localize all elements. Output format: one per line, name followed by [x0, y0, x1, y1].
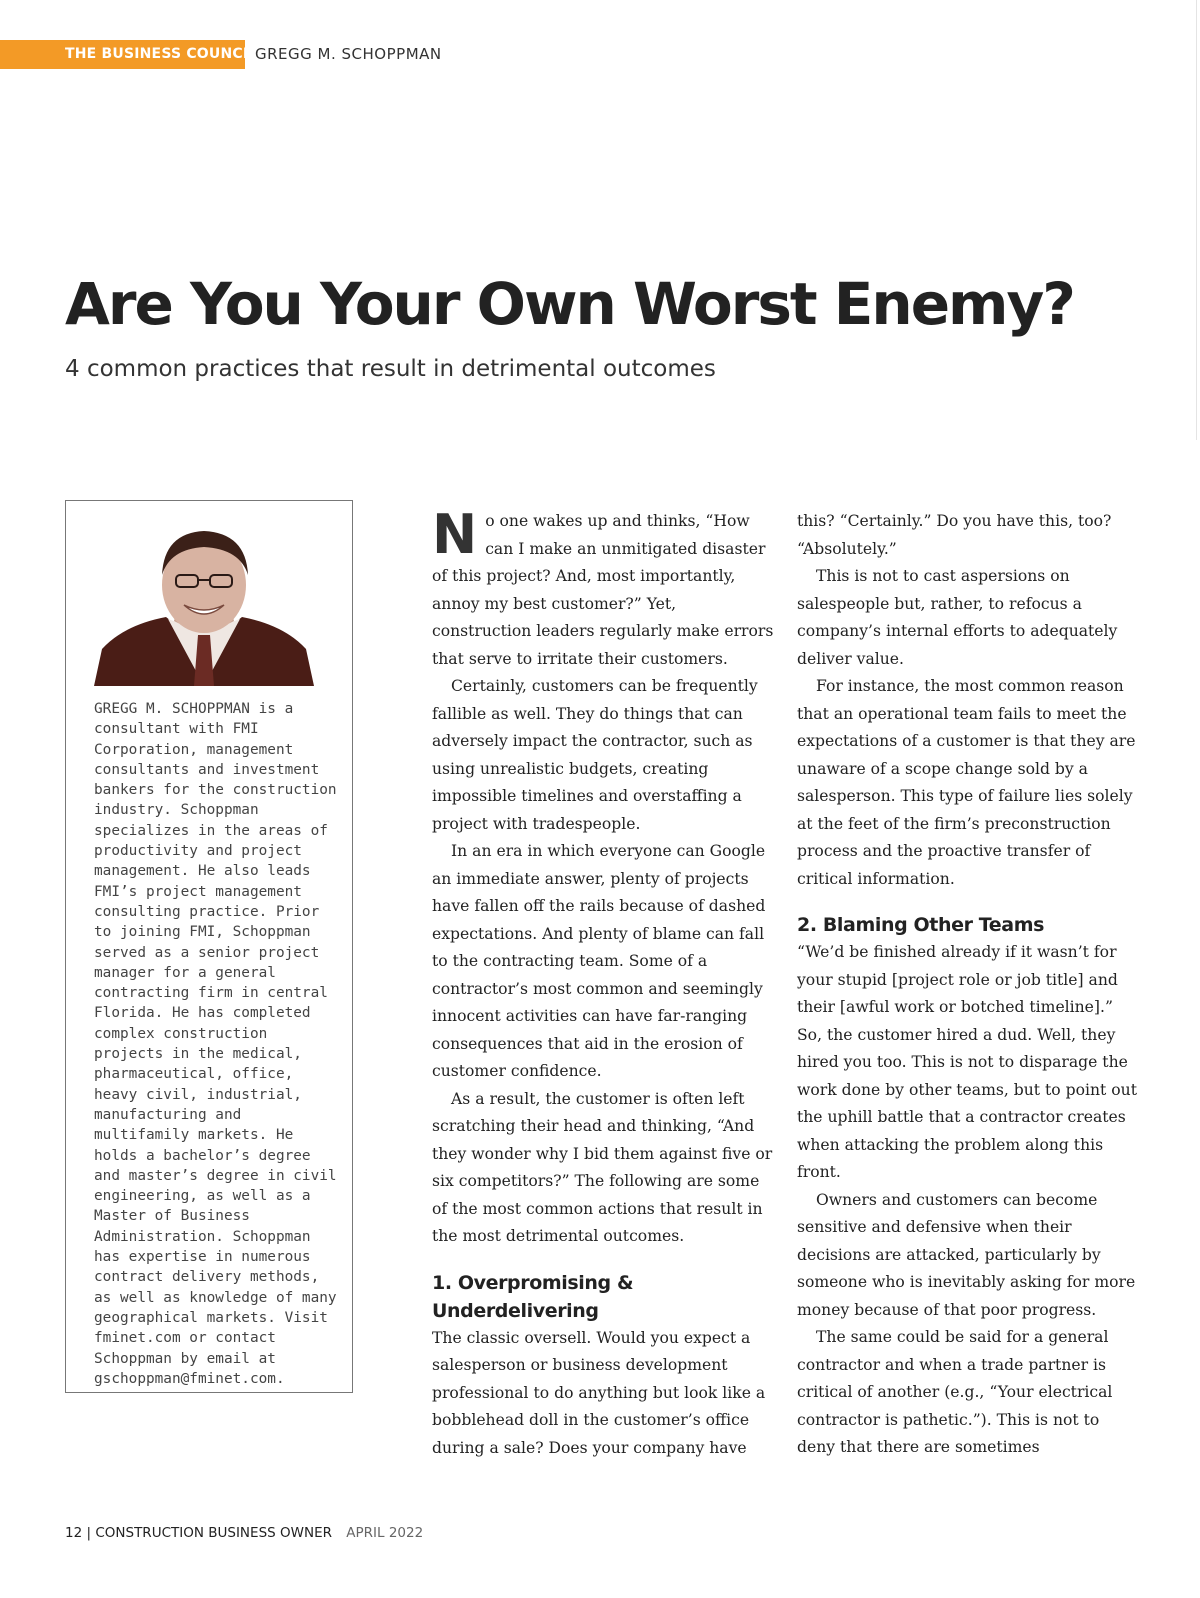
- paragraph-11: The same could be said for a general contractor and when a trade partner is critical of another (e.g., “Your electrical contractor is pathetic.”). This is not to deny that there are sometimes: [797, 1328, 1113, 1456]
- paragraph-1: [432, 503, 777, 673]
- page-edge-line: [1196, 0, 1197, 440]
- paragraph-2: Certainly, customers can be frequently fallible as well. They do things that can adversely impact the contractor, such as using unrealistic budgets, creating impossible timelines and overstaffing a project with tradespeople.: [432, 677, 758, 833]
- paragraph-6: this? “Certainly.” Do you have this, too? “Absolutely.”: [797, 512, 1112, 558]
- paragraph-1-text: o one wakes up and thinks, “How can I make an unmitigated disaster of this project? And, most importantly, annoy my best customer?” Yet, construction leaders regularly make errors that serve to irritate their customers.: [432, 512, 774, 668]
- paragraph-4: As a result, the customer is often left scratching their head and thinking, “And they wonder why I bid them against five or six competitors?” The following are some of the most common actions that result in the most detrimental outcomes.: [432, 1089, 773, 1245]
- paragraph-5: The classic oversell. Would you expect a salesperson or business development professional to do anything but look like a bobblehead doll in the customer’s office during a sale? Does your company have: [432, 1328, 766, 1457]
- author-portrait: [94, 521, 314, 686]
- heading-overpromising: 1. Overpromising & Underdelivering: [432, 1271, 634, 1322]
- article-column-2: [797, 508, 1142, 1462]
- header-author: GREGG M. SCHOPPMAN: [255, 45, 442, 63]
- paragraph-10: Owners and customers can become sensitive and defensive when their decisions are attacked, particularly by someone who is inevitably asking for more money because of that poor progress.: [797, 1190, 1136, 1319]
- footer-separator: |: [86, 1525, 92, 1541]
- article-subtitle: 4 common practices that result in detrimental outcomes: [65, 356, 716, 382]
- paragraph-7: This is not to cast aspersions on salespeople but, rather, to refocus a company’s internal efforts to adequately deliver value.: [797, 567, 1118, 668]
- publication-name: CONSTRUCTION BUSINESS OWNER: [95, 1525, 332, 1541]
- drop-cap: N: [432, 503, 478, 566]
- author-bio-box: [65, 500, 353, 1393]
- page-footer: [65, 1525, 423, 1541]
- section-label: THE BUSINESS COUNCIL: [65, 46, 258, 62]
- author-bio: GREGG M. SCHOPPMAN is a consultant with FMI Corporation, management consultants and investment bankers for the construction industry. Schoppman specializes in the areas of productivity and project management. He also leads FMI’s project management consulting practice. Prior to joining FMI, Schoppman served as a senior project manager for a general contracting firm in central Florida. He has completed complex construction projects in the medical, pharmaceutical, office, heavy civil, industrial, manufacturing and multifamily markets. He holds a bachelor’s degree and master’s degree in civil engineering, as well as a Master of Business Administration. Schoppman has expertise in numerous contract delivery methods, as well as knowledge of many geographical markets. Visit fminet.com or contact Schoppman by email at gschoppman@fminet.com.: [94, 701, 337, 1387]
- heading-blaming: 2. Blaming Other Teams: [797, 914, 1045, 936]
- issue-date: APRIL 2022: [346, 1525, 424, 1541]
- article-column-1: [432, 503, 777, 1462]
- page-number: 12: [65, 1525, 83, 1541]
- paragraph-9: “We’d be finished already if it wasn’t for your stupid [project role or job title] and their [awful work or botched timeline].” So, the customer hired a dud. Well, they hired you too. This is not to disparage the work done by other teams, but to point out the uphill battle that a contractor creates when attacking the problem along this front.: [797, 943, 1137, 1181]
- paragraph-8: For instance, the most common reason that an operational team fails to meet the expectations of a customer is that they are unaware of a scope change sold by a salesperson. This type of failure lies solely at the feet of the firm’s preconstruction process and the proactive transfer of critical information.: [797, 677, 1136, 888]
- paragraph-3: In an era in which everyone can Google an immediate answer, plenty of projects have fallen off the rails because of dashed expectations. And plenty of blame can fall to the contracting team. Some of a contractor’s most common and seemingly innocent activities can have far-ranging consequences that aid in the erosion of customer confidence.: [432, 842, 766, 1080]
- article-title: Are You Your Own Worst Enemy?: [65, 270, 1074, 338]
